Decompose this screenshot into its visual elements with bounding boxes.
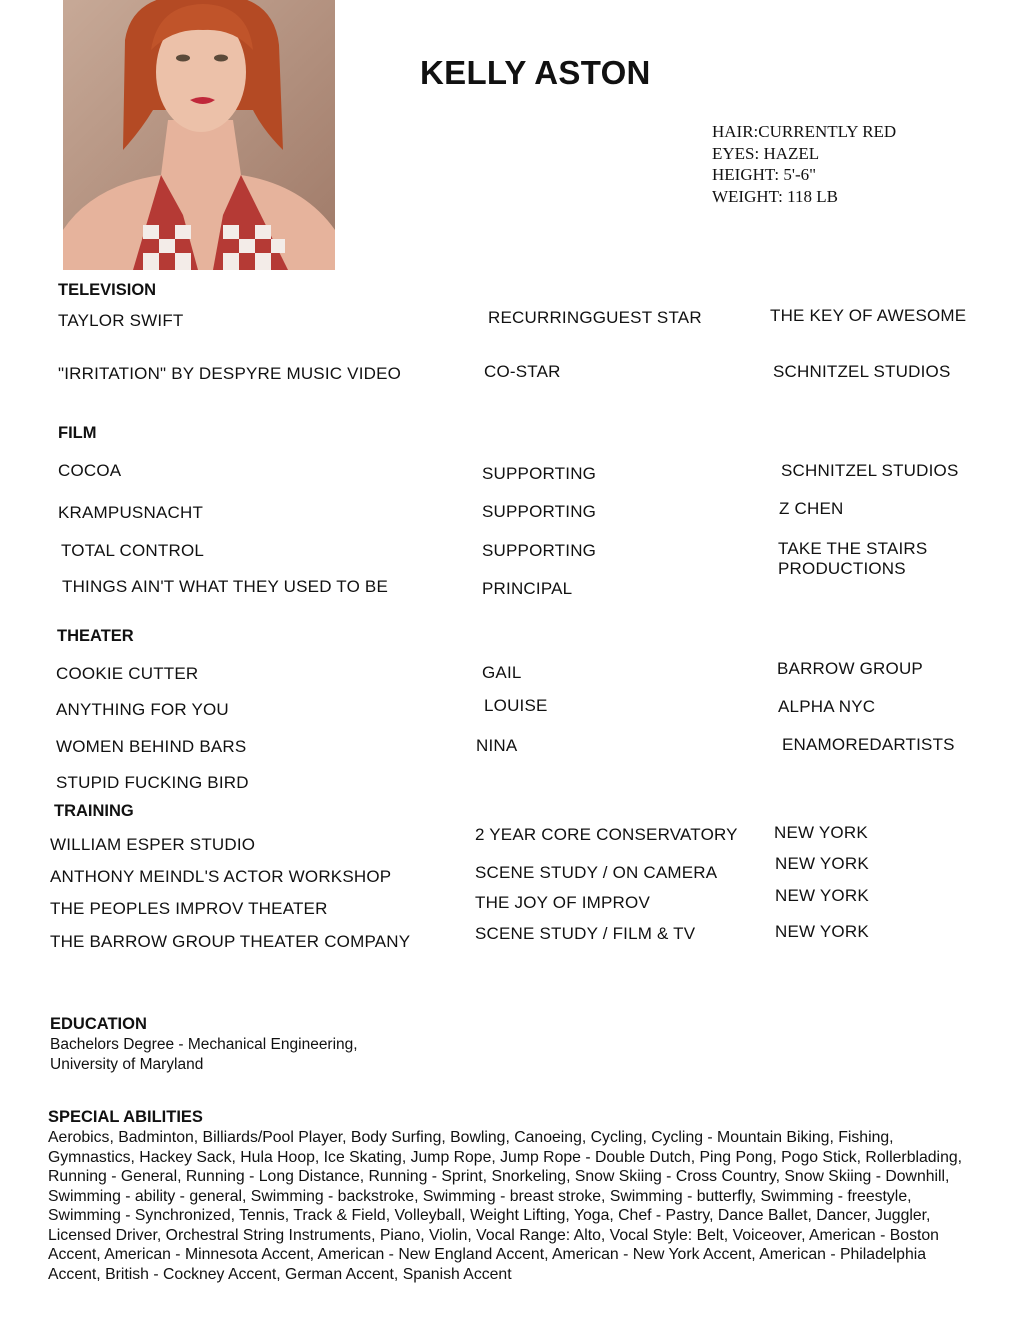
education-degree: Bachelors Degree - Mechanical Engineering,: [50, 1036, 358, 1053]
training-location: NEW YORK: [774, 823, 868, 842]
theater-company: ENAMOREDARTISTS: [782, 735, 955, 754]
tv-title: "IRRITATION" BY DESPYRE MUSIC VIDEO: [58, 364, 402, 383]
training-school: THE BARROW GROUP THEATER COMPANY: [50, 932, 411, 951]
theater-title: ANYTHING FOR YOU: [56, 700, 229, 719]
headshot-photo: [63, 0, 335, 270]
stat-weight: WEIGHT: 118 LB: [712, 186, 838, 206]
theater-role: NINA: [476, 736, 518, 755]
stat-eyes: EYES: HAZEL: [712, 143, 820, 163]
stat-hair: HAIR:CURRENTLY RED: [712, 122, 897, 141]
theater-company: BARROW GROUP: [777, 659, 923, 678]
section-heading-education: EDUCATION: [50, 1015, 147, 1033]
training-course: SCENE STUDY / FILM & TV: [475, 924, 696, 943]
physical-stats: [712, 121, 896, 207]
training-course: 2 YEAR CORE CONSERVATORY: [475, 825, 738, 844]
film-company: SCHNITZEL STUDIOS: [781, 461, 959, 480]
special-abilities-text: Aerobics, Badminton, Billiards/Pool Player, Body Surfing, Bowling, Canoeing, Cycling, Cycling - Mountain Biking, Fishing, Gymnastics, Hackey Sack, Hula Hoop, Ice Skating, Jump Rope, Jump Rope - Double Dutch, Ping Pong, Pogo Stick, Rollerblading, Running - General, Running - Long Distance, Running - Sprint, Snorkeling, Snow Skiing - Cross Country, Snow Skiing - Downhill, Swimming - ability - general, Swimming - backstroke, Swimming - breast stroke, Swimming - butterfly, Swimming - freestyle, Swimming - Synchronized, Tennis, Track & Field, Volleyball, Weight Lifting, Yoga, Chef - Pastry, Dance Ballet, Dancer, Juggler, Licensed Driver, Orchestral String Instruments, Piano, Violin, Vocal Range: Alto, Vocal Style: Belt, Voiceover, American - Boston Accent, American - Minnesota Accent, American - New England Accent, American - New York Accent, American - Philadelphia Accent, British - Cockney Accent, German Accent, Spanish Accent: [48, 1129, 963, 1283]
section-heading-theater: THEATER: [57, 627, 134, 645]
film-title: KRAMPUSNACHT: [58, 503, 204, 522]
section-heading-training: TRAINING: [54, 802, 134, 820]
tv-title: TAYLOR SWIFT: [58, 311, 184, 330]
theater-title: STUPID FUCKING BIRD: [56, 773, 249, 792]
film-title: TOTAL CONTROL: [61, 541, 205, 560]
actor-name: KELLY ASTON: [420, 54, 651, 91]
training-course: SCENE STUDY / ON CAMERA: [475, 863, 718, 882]
tv-company: SCHNITZEL STUDIOS: [773, 362, 951, 381]
training-school: ANTHONY MEINDL'S ACTOR WORKSHOP: [50, 867, 392, 886]
theater-role: LOUISE: [484, 696, 548, 715]
film-company: TAKE THE STAIRS: [778, 539, 928, 558]
training-location: NEW YORK: [775, 922, 869, 941]
section-heading-television: TELEVISION: [58, 281, 157, 299]
section-heading-film: FILM: [58, 424, 97, 442]
section-heading-special-abilities: SPECIAL ABILITIES: [48, 1108, 203, 1126]
training-location: NEW YORK: [775, 886, 869, 905]
education-school: University of Maryland: [50, 1056, 204, 1073]
film-role: SUPPORTING: [482, 502, 597, 521]
theater-title: COOKIE CUTTER: [56, 664, 199, 683]
training-school: WILLIAM ESPER STUDIO: [50, 835, 256, 854]
training-school: THE PEOPLES IMPROV THEATER: [50, 899, 328, 918]
training-course: THE JOY OF IMPROV: [475, 893, 650, 912]
tv-company: THE KEY OF AWESOME: [770, 306, 967, 325]
tv-role: CO-STAR: [484, 362, 561, 381]
film-company: PRODUCTIONS: [778, 559, 906, 578]
theater-role: GAIL: [482, 663, 522, 682]
stat-height: HEIGHT: 5'-6": [712, 165, 817, 184]
film-company: Z CHEN: [779, 499, 844, 518]
film-title: COCOA: [58, 461, 122, 480]
film-role: PRINCIPAL: [482, 579, 573, 598]
film-title: THINGS AIN'T WHAT THEY USED TO BE: [62, 577, 388, 596]
training-location: NEW YORK: [775, 854, 869, 873]
tv-role: RECURRINGGUEST STAR: [488, 308, 702, 327]
theater-company: ALPHA NYC: [778, 697, 876, 716]
theater-title: WOMEN BEHIND BARS: [56, 737, 247, 756]
film-role: SUPPORTING: [482, 464, 597, 483]
film-role: SUPPORTING: [482, 541, 597, 560]
